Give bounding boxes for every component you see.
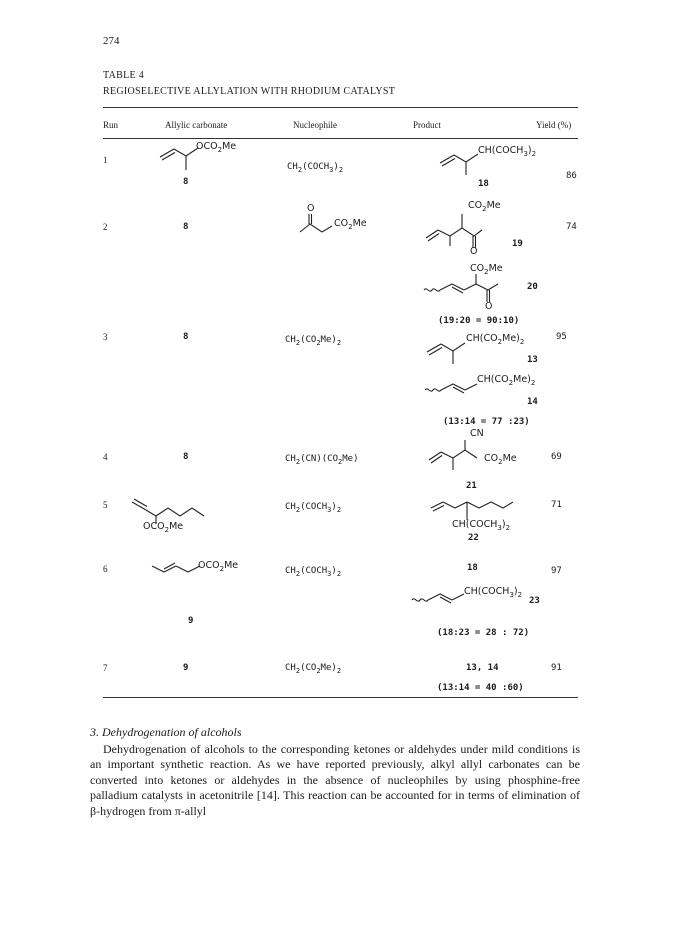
compound-label-23: 23	[529, 596, 540, 606]
nucleophile-ester-label: $CO_2Me$	[334, 218, 367, 231]
product-keto-oxygen: O	[470, 246, 478, 257]
run-number: 7	[103, 663, 108, 673]
yield-value: 97	[551, 566, 562, 576]
body-paragraph: Dehydrogenation of alcohols to the corresponding ketones or aldehydes under mild conditions is an important synthetic reaction. As we have reported previously, alkyl allyl carbonates can be converted into ketones or aldehydes in the absence of nucleophiles by using phosphine-free palladium catalysts in acetonitrile [14]. This reaction can be accounted for in terms of elimination of β-hydrogen from π-allyl	[90, 741, 580, 818]
compound-label-18: 18	[467, 563, 478, 573]
product-ratio: (18:23 = 28 : 72)	[437, 628, 530, 638]
carbonate-group-label: $OCO_2Me$	[143, 521, 184, 534]
product-group-label: $CH(COCH_3)_2$	[464, 586, 523, 599]
header-product: Product	[413, 120, 441, 130]
compound-label-22: 22	[468, 533, 479, 543]
product-19-structure	[424, 208, 496, 256]
nucleophile-formula: $CH_2(CN)(CO_2Me)$	[285, 454, 359, 466]
compound-label-8: 8	[183, 177, 189, 187]
product-ester-label: $CO_2Me$	[468, 200, 501, 213]
header-run: Run	[103, 120, 119, 130]
product-nitrile-label: CN	[470, 428, 484, 439]
nucleophile-formula: $CH_2(COCH_3)_2$	[285, 502, 342, 514]
run-number: 4	[103, 452, 108, 462]
product-keto-oxygen: O	[485, 301, 493, 312]
product-group-label: $CH(COCH_3)_2$	[452, 519, 511, 532]
nucleophile-formula: $CH_2(COCH_3)_2$	[285, 566, 342, 578]
product-group-label: $CH(CO_2Me)_2$	[477, 374, 536, 387]
nucleophile-keto-oxygen: O	[307, 203, 315, 214]
nucleophile-formula: $CH_2(COCH_3)_2$	[287, 162, 344, 174]
nucleophile-formula: $CH_2(CO_2Me)_2$	[285, 663, 342, 675]
allylic-carbonate-ref: 9	[183, 663, 189, 673]
compound-label-18: 18	[478, 179, 489, 189]
section-heading: 3. Dehydrogenation of alcohols	[90, 725, 242, 739]
run-number: 6	[103, 564, 108, 574]
carbonate-group-label: $OCO_2Me$	[196, 141, 237, 154]
table-label: TABLE 4	[103, 70, 145, 81]
table-header-rule	[103, 138, 578, 139]
compound-label-21: 21	[466, 481, 477, 491]
header-allylic-carbonate: Allylic carbonate	[165, 120, 228, 130]
run-number: 2	[103, 222, 108, 232]
allylic-carbonate-ref: 8	[183, 452, 189, 462]
compound-label-14: 14	[527, 397, 538, 407]
run-number: 3	[103, 332, 108, 342]
page-number: 274	[103, 35, 120, 47]
body-text	[90, 725, 580, 819]
compound-label-19: 19	[512, 239, 523, 249]
yield-value: 86	[566, 171, 577, 181]
allylic-carbonate-ref: 8	[183, 222, 189, 232]
product-group-label: $CH(COCH_3)_2$	[478, 145, 537, 158]
compound-label-20: 20	[527, 282, 538, 292]
product-ratio: (13:14 = 77 :23)	[443, 417, 530, 427]
yield-value: 95	[556, 332, 567, 342]
run-number: 1	[103, 155, 108, 165]
product-ester-label: $CO_2Me$	[484, 453, 517, 466]
table-top-rule	[103, 107, 578, 108]
header-nucleophile: Nucleophile	[293, 120, 337, 130]
nucleophile-acetoacetate-structure	[298, 212, 338, 238]
allylic-carbonate-ref: 8	[183, 332, 189, 342]
table-bottom-rule	[103, 697, 578, 698]
yield-value: 69	[551, 452, 562, 462]
product-reference: 13, 14	[466, 663, 499, 673]
product-20-structure	[422, 272, 510, 308]
product-ester-label: $CO_2Me$	[470, 263, 503, 276]
yield-value: 74	[566, 222, 577, 232]
yield-value: 71	[551, 500, 562, 510]
header-yield: Yield (%)	[536, 120, 572, 130]
yield-value: 91	[551, 663, 562, 673]
carbonate-group-label: $OCO_2Me$	[198, 560, 239, 573]
nucleophile-formula: $CH_2(CO_2Me)_2$	[285, 335, 342, 347]
compound-label-13: 13	[527, 355, 538, 365]
product-ratio: (19:20 = 90:10)	[438, 316, 520, 326]
run-number: 5	[103, 500, 108, 510]
table-title: REGIOSELECTIVE ALLYLATION WITH RHODIUM CATALYST	[103, 86, 396, 97]
product-ratio: (13:14 = 40 :60)	[437, 683, 524, 693]
compound-label-9: 9	[188, 616, 194, 626]
product-group-label: $CH(CO_2Me)_2$	[466, 333, 525, 346]
